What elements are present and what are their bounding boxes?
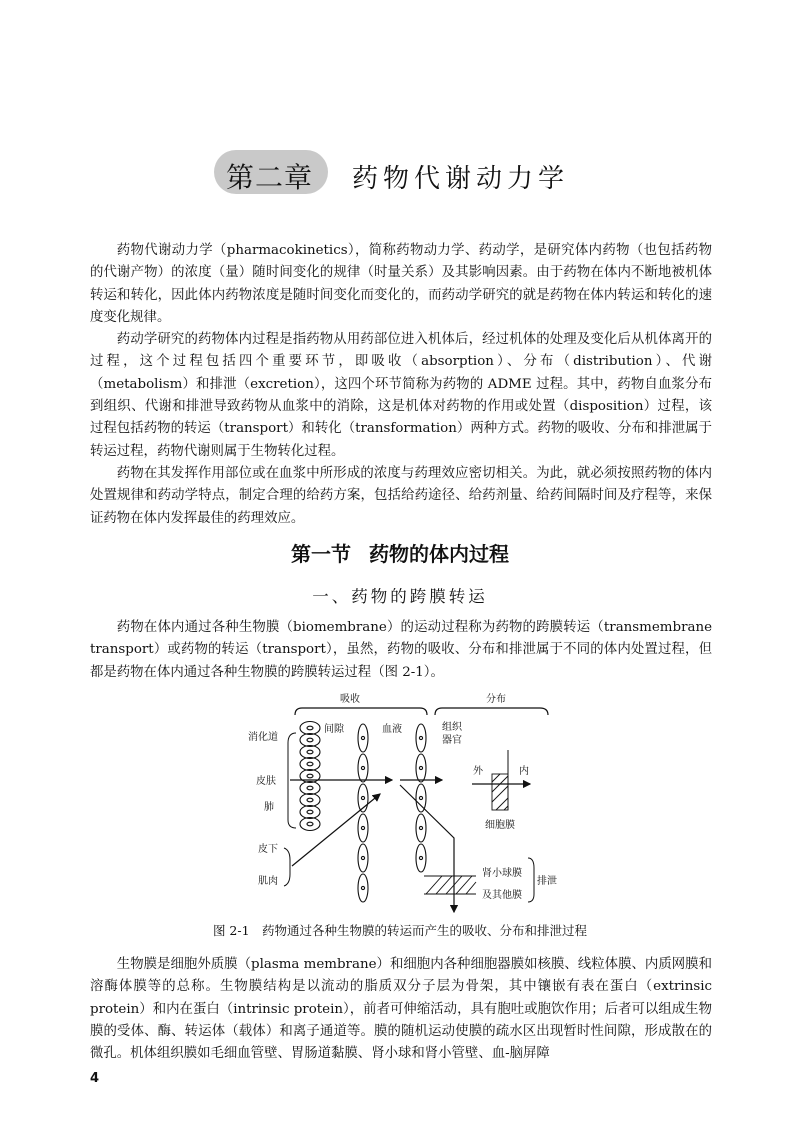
chapter-heading (0, 148, 800, 196)
section-title: 药物的体内过程 (369, 542, 509, 566)
figure-caption: 图 2-1 药物通过各种生物膜的转运而产生的吸收、分布和排泄过程 (212, 923, 588, 938)
glomerular-label-1: 肾小球膜 (482, 868, 522, 879)
paragraph: 药物代谢动力学（pharmacokinetics），简称药物动力学、药动学，是研究体内药物（也包括药物的代谢产物）的浓度（量）随时间变化的规律（时量关系）及其影响因素。由于药物在体内不断地被机体转运和转化，因此体内药物浓度是随时间变化而变化的，而药动学研究的就是药物在体内转运和转化的速度变化规律。 (90, 243, 712, 325)
chapter-title: 药物代谢动力学 (352, 164, 570, 194)
paragraph: 药物在其发挥作用部位或在血浆中所形成的浓度与药理效应密切相关。为此，就必须按照药物的体内处置规律和药动学特点，制定合理的给药方案，包括给药途径、给药剂量、给药间隔时间及疗程等，来保证药物在体内发挥最佳的药理效应。 (90, 465, 712, 526)
distribution-brace (435, 708, 548, 715)
page-number: 4 (90, 1071, 100, 1086)
section-number: 第一节 (291, 542, 351, 566)
outside-label: 外 (473, 766, 483, 777)
glomerular-membrane (424, 876, 476, 894)
lower-brace (284, 848, 290, 886)
inside-label: 内 (519, 766, 529, 777)
membrane-intro-text (90, 617, 712, 684)
transport-diagram (240, 688, 560, 918)
tissue-label-1: 组织 (442, 722, 462, 733)
capillary-wall-1 (358, 724, 368, 902)
absorption-label: 吸收 (340, 694, 360, 705)
paragraph: 药物在体内通过各种生物膜（biomembrane）的运动过程称为药物的跨膜转运（transmembrane transport）或药物的转运（transport），虽然，药物的吸收、分布和排泄属于不同的体内处置过程，但都是药物在体内通过各种生物膜的跨膜转运过程（图 2-1）。 (90, 620, 712, 680)
gi-tract-label: 消化道 (248, 732, 278, 743)
paragraph: 生物膜是细胞外质膜（plasma membrane）和细胞内各种细胞器膜如核膜、线粒体膜、内质网膜和溶酶体膜等的总称。生物膜结构是以流动的脂质双分子层为骨架，其中镶嵌有表在蛋白（extrinsic protein）和内在蛋白（intrinsic protein），前者可伸缩活动，具有胞吐或胞饮作用；后者可以组成生物膜的受体、酶、转运体（载体）和离子通道等。膜的随机运动使膜的疏水区出现暂时性间隙，形成散在的微孔。机体组织膜如毛细血管壁、胃肠道黏膜、肾小球和肾小管壁、血-脑屏障 (90, 957, 712, 1062)
muscle-label: 肌肉 (258, 876, 278, 887)
lung-label: 肺 (264, 802, 274, 813)
excretion-brace (528, 858, 534, 902)
section-heading (0, 538, 800, 567)
paragraph: 药动学研究的药物体内过程是指药物从用药部位进入机体后，经过机体的处理及变化后从机体离开的过程，这个过程包括四个重要环节，即吸收（absorption）、分布（distribution）、代谢（metabolism）和排泄（excretion），这四个环节简称为药物的 ADME 过程。其中，药物自血浆分布到组织、代谢和排泄导致药物从血浆中的消除，这是机体对药物的作用或处置（disposition）过程，该过程包括药物的转运（transport）和转化（transformation）两种方式。药物的吸收、分布和排泄属于转运过程，药物代谢则属于生物转化过程。 (90, 332, 712, 459)
excretion-label: 排泄 (537, 876, 557, 887)
glomerular-label-2: 及其他膜 (482, 890, 522, 901)
epithelium-cells (300, 722, 320, 831)
distribution-label: 分布 (486, 694, 506, 705)
blood-label: 血液 (382, 724, 402, 735)
subcutaneous-label: 皮下 (258, 844, 278, 855)
membrane-definition-text (90, 954, 712, 1065)
intro-text (90, 240, 712, 530)
absorption-brace (295, 708, 427, 715)
subsection-title: 一、药物的跨膜转运 (312, 587, 488, 606)
cell-membrane-label: 细胞膜 (485, 820, 515, 831)
tissue-label-2: 器官 (442, 735, 462, 746)
cell-membrane-hatch (492, 774, 508, 810)
interstitial-label: 间隙 (324, 724, 344, 735)
capillary-wall-2 (416, 724, 426, 872)
skin-label: 皮肤 (256, 776, 276, 787)
chapter-number: 第二章 (226, 161, 314, 194)
